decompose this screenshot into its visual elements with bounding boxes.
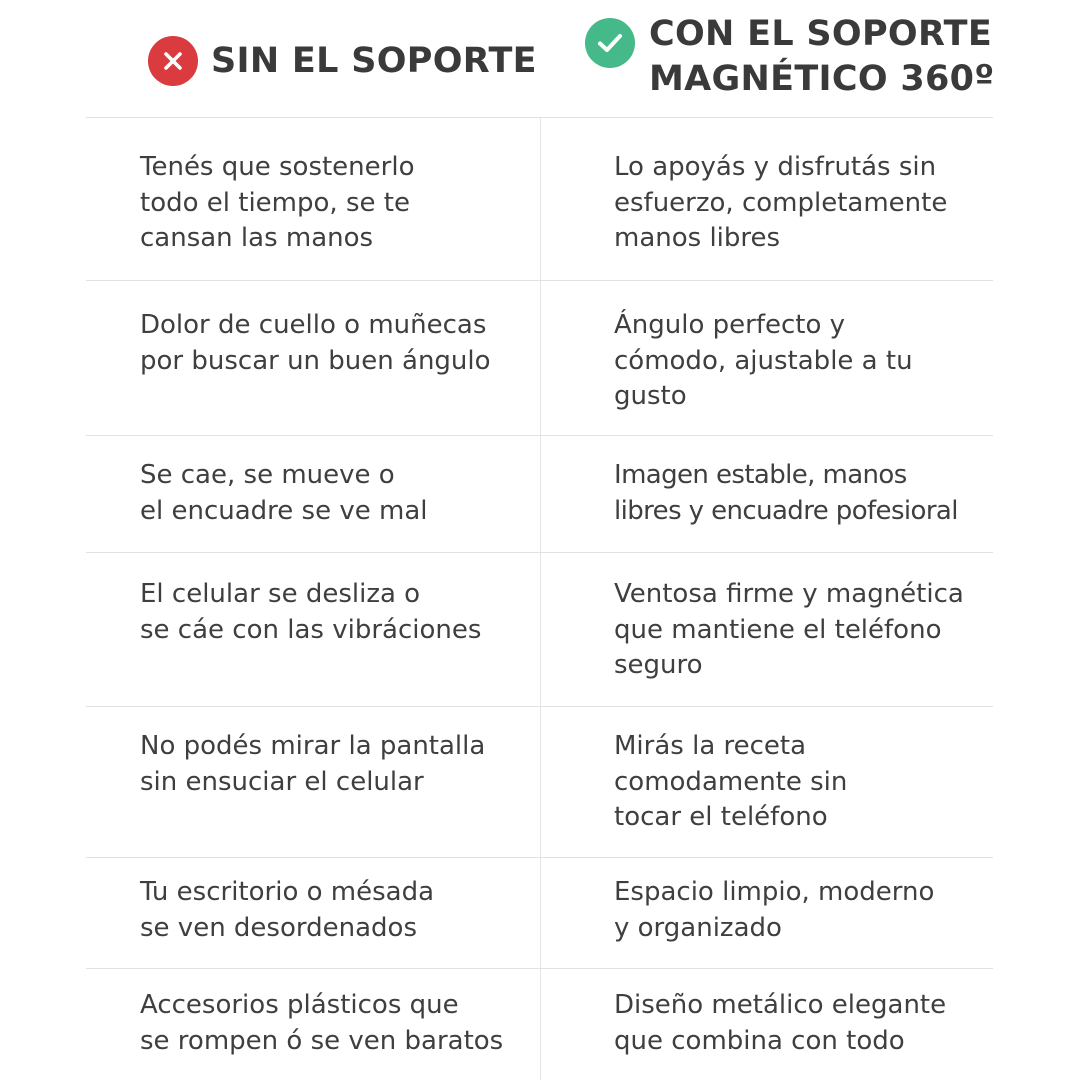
cell-line: se cáe con las vibráciones (140, 614, 482, 645)
cell-line: el encuadre se ve mal (140, 495, 428, 526)
header-right-title-line-2: MAGNÉTICO 360º (649, 59, 995, 99)
row-1-without (140, 150, 414, 257)
cell-line: cómodo, ajustable a tu (614, 345, 913, 376)
row-1-with (614, 150, 947, 257)
cell-line: que combina con todo (614, 1025, 905, 1056)
row-2-with (614, 308, 913, 415)
cell-line: Tu escritorio o mésada (140, 877, 435, 907)
row-divider (86, 117, 993, 118)
cell-line: libres y encuadre pofesioral (614, 495, 958, 526)
row-divider (86, 968, 993, 969)
cell-line: que mantiene el teléfono (614, 614, 942, 645)
comparison-table (86, 117, 993, 1080)
row-4-without (140, 577, 481, 648)
cell-line: manos libres (614, 223, 781, 253)
cell-line: tocar el teléfono (614, 802, 828, 832)
cell-line: Ventosa firme y magnética (614, 579, 964, 609)
column-divider (540, 117, 541, 1080)
cell-line: No podés mirar la pantalla (140, 731, 486, 761)
cell-line: gusto (614, 381, 687, 411)
row-4-with (614, 577, 964, 684)
row-divider (86, 552, 993, 553)
header-with-support (585, 12, 994, 102)
cell-line: Diseño metálico elegante (614, 990, 947, 1020)
row-3-with (614, 458, 958, 529)
row-7-with (614, 988, 946, 1059)
cell-line: Se cae, se mueve o (140, 460, 395, 490)
cell-line: se ven desordenados (140, 912, 417, 943)
cell-line: comodamente sin (614, 766, 848, 797)
cell-line: Espacio limpio, moderno (614, 877, 935, 907)
header-right-title-line-1: CON EL SOPORTE (649, 14, 993, 54)
cell-line: Ángulo perfecto y (614, 310, 846, 340)
row-divider (86, 280, 993, 281)
cell-line: El celular se desliza o (140, 579, 421, 609)
cell-line: sin ensuciar el celular (140, 766, 424, 797)
cell-line: Lo apoyás y disfrutás sin (614, 152, 937, 182)
row-6-without (140, 875, 434, 946)
cell-line: se rompen ó se ven baratos (140, 1025, 504, 1056)
row-divider (86, 706, 993, 707)
row-divider (86, 435, 993, 436)
row-5-without (140, 729, 485, 800)
cell-line: Mirás la receta (614, 731, 807, 761)
header-right-title (649, 12, 994, 102)
row-2-without (140, 308, 491, 379)
cell-line: esfuerzo, completamente (614, 187, 948, 218)
header-without-support (148, 36, 537, 86)
row-5-with (614, 729, 847, 836)
check-circle-icon (585, 18, 635, 68)
row-3-without (140, 458, 428, 529)
header-left-title: SIN EL SOPORTE (211, 40, 537, 81)
cell-line: por buscar un buen ángulo (140, 345, 491, 376)
row-divider (86, 857, 993, 858)
cell-line: cansan las manos (140, 223, 374, 253)
row-6-with (614, 875, 934, 946)
x-circle-icon (148, 36, 198, 86)
cell-line: todo el tiempo, se te (140, 187, 410, 218)
cell-line: Accesorios plásticos que (140, 990, 459, 1020)
cell-line: Dolor de cuello o muñecas (140, 310, 487, 340)
row-7-without (140, 988, 503, 1059)
cell-line: Tenés que sostenerlo (140, 152, 415, 182)
cell-line: seguro (614, 650, 703, 680)
cell-line: Imagen estable, manos (614, 460, 907, 490)
cell-line: y organizado (614, 912, 782, 943)
